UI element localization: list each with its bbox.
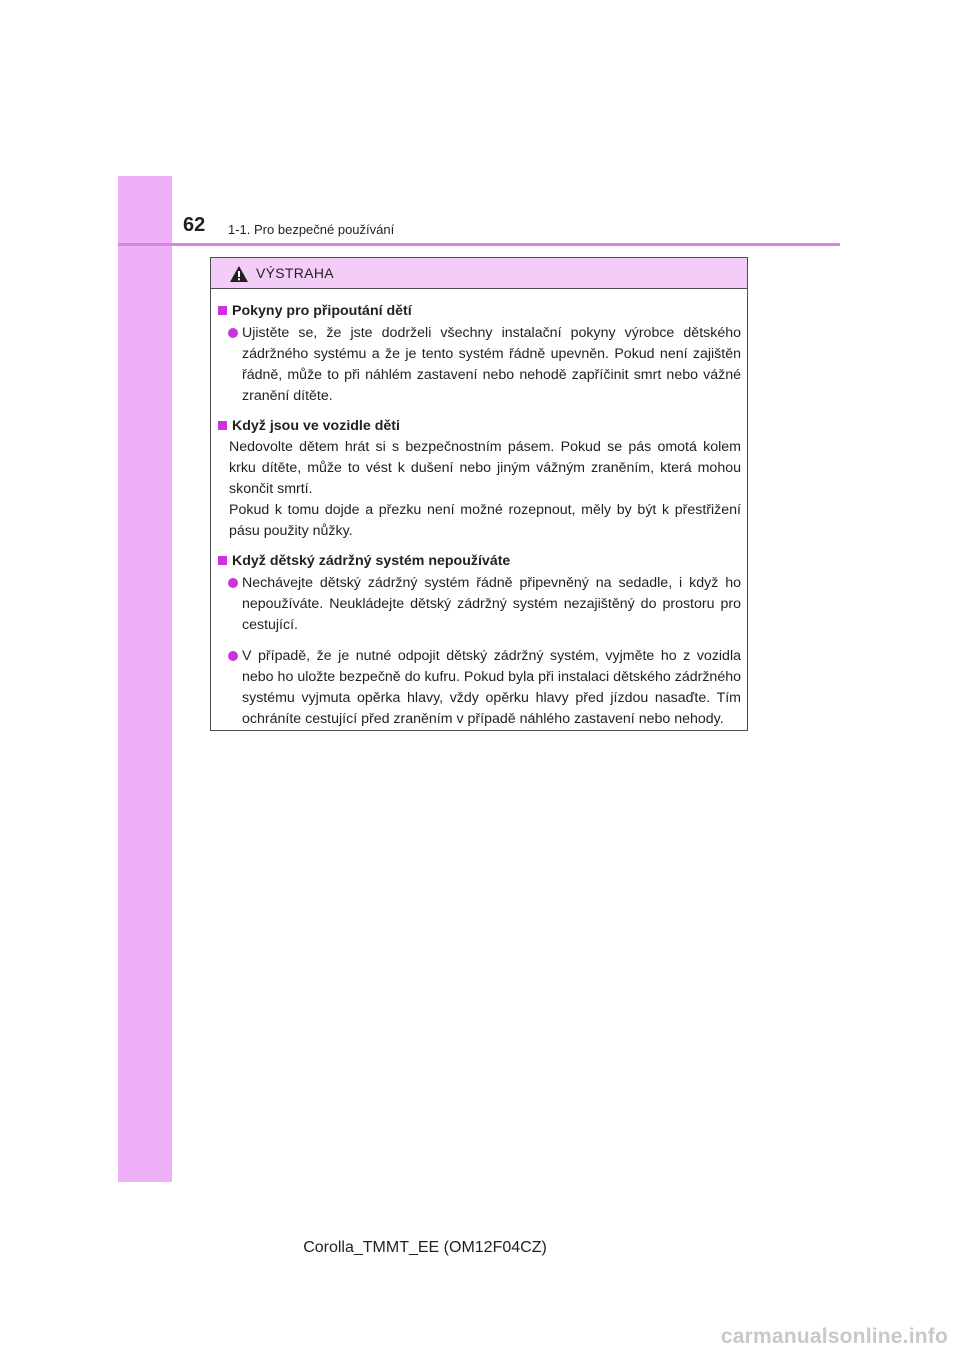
circle-bullet-icon [228,328,238,338]
bullet-item-text: Ujistěte se, že jste dodrželi všechny instalační pokyny výrobce dětského zádržného systému a že je tento systém řádně upevněn. Pokud není zajištěn řádně, může to při náhlém zastavení nebo nehodě zapříčinit smrt nebo vážné zranění dítěte. [242,325,741,404]
section-heading [218,416,741,437]
page-number: 62 [183,214,206,236]
section-heading [218,301,741,322]
bullet-item-text: Nechávejte dětský zádržný systém řádně připevněný na sedadle, i když ho nepoužíváte. Neukládejte dětský zádržný systém nezajištěný do prostoru pro cestující. [242,575,741,633]
section-heading [218,551,741,572]
footer-text: Corolla_TMMT_EE (OM12F04CZ) [303,1239,547,1256]
section-title: 1-1. Pro bezpečné používání [228,222,395,237]
section-heading-text: Když jsou ve vozidle děti [232,418,400,434]
chapter-side-tab [118,176,172,1182]
warning-body [211,289,747,730]
bullet-item [218,573,741,636]
warning-section-child-restraint-instructions [218,301,741,407]
warning-section-children-in-vehicle [218,416,741,542]
section-heading-text: Když dětský zádržný systém nepoužíváte [232,553,511,569]
section-paragraph: Nedovolte dětem hrát si s bezpečnostním pásem. Pokud se pás omotá kolem krku dítěte, může to vést k dušení nebo jiným vážným zraněním, která mohou skončit smrtí. Pokud k tomu dojde a přezku není možné rozepnout, měly by být k přestřižení pásu použity nůžky. [229,439,741,539]
warning-section-restraint-not-in-use [218,551,741,730]
square-bullet-icon [218,306,227,315]
document-footer [0,1239,960,1257]
section-heading-text: Pokyny pro připoutání dětí [232,303,412,319]
warning-title: VÝSTRAHA [256,265,334,281]
warning-header [211,258,747,289]
circle-bullet-icon [228,578,238,588]
bullet-item-text: V případě, že je nutné odpojit dětský zádržný systém, vyjměte ho z vozidla nebo ho uložte bezpečně do kufru. Pokud byla při instalaci dětského zádržného systému vyjmuta opěrka hlavy, vždy opěrku hlavy před jízdou nasaďte. Tím ochráníte cestující před zraněním v případě náhlého zastavení nebo nehody. [242,648,741,727]
warning-box [210,257,748,731]
bullet-item [218,646,741,730]
warning-triangle-icon [229,265,249,283]
bullet-item [218,323,741,407]
circle-bullet-icon [228,651,238,661]
header-divider [118,243,840,246]
square-bullet-icon [218,556,227,565]
watermark: carmanualsonline.info [720,1325,948,1348]
square-bullet-icon [218,421,227,430]
